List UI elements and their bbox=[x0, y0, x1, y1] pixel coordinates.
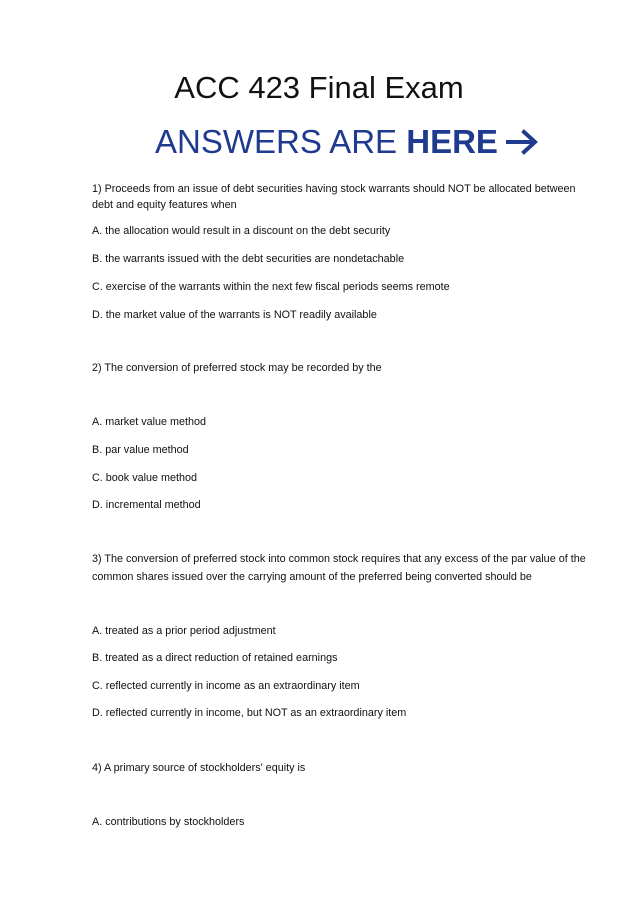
question-1-option-c: C. exercise of the warrants within the next few fiscal periods seems remote bbox=[92, 281, 450, 293]
question-1-option-b: B. the warrants issued with the debt securities are nondetachable bbox=[92, 253, 405, 265]
answers-link[interactable] bbox=[155, 120, 540, 166]
question-2-option-d: D. incremental method bbox=[92, 499, 201, 511]
question-2-option-b: B. par value method bbox=[92, 444, 189, 456]
question-2-option-a: A. market value method bbox=[92, 416, 207, 428]
question-4-option-a: A. contributions by stockholders bbox=[92, 816, 245, 828]
question-3-stem-line-2: common shares issued over the carrying amount of the preferred being converted should be bbox=[92, 571, 532, 583]
question-1-stem-line-2: debt and equity features when bbox=[92, 199, 237, 211]
answers-here-link[interactable]: HERE bbox=[406, 123, 498, 160]
question-3-option-a: A. treated as a prior period adjustment bbox=[92, 625, 276, 637]
answers-prefix: ANSWERS ARE bbox=[155, 123, 407, 160]
question-3-option-b: B. treated as a direct reduction of retained earnings bbox=[92, 652, 338, 664]
question-2-stem: 2) The conversion of preferred stock may be recorded by the bbox=[92, 362, 382, 374]
question-3-stem-line-1: 3) The conversion of preferred stock into common stock requires that any excess of the par value of the bbox=[92, 553, 586, 565]
question-3-option-d: D. reflected currently in income, but NOT as an extraordinary item bbox=[92, 707, 407, 719]
question-2-option-c: C. book value method bbox=[92, 472, 198, 484]
question-1-stem-line-1: 1) Proceeds from an issue of debt securities having stock warrants should NOT be allocated between bbox=[92, 183, 576, 195]
question-1-option-d: D. the market value of the warrants is NOT readily available bbox=[92, 309, 377, 321]
question-1-option-a: A. the allocation would result in a discount on the debt security bbox=[92, 225, 391, 237]
page-title: ACC 423 Final Exam bbox=[174, 70, 464, 105]
question-4-stem: 4) A primary source of stockholders' equity is bbox=[92, 762, 306, 774]
question-3-option-c: C. reflected currently in income as an extraordinary item bbox=[92, 680, 360, 692]
right-arrow-icon[interactable] bbox=[506, 122, 540, 166]
